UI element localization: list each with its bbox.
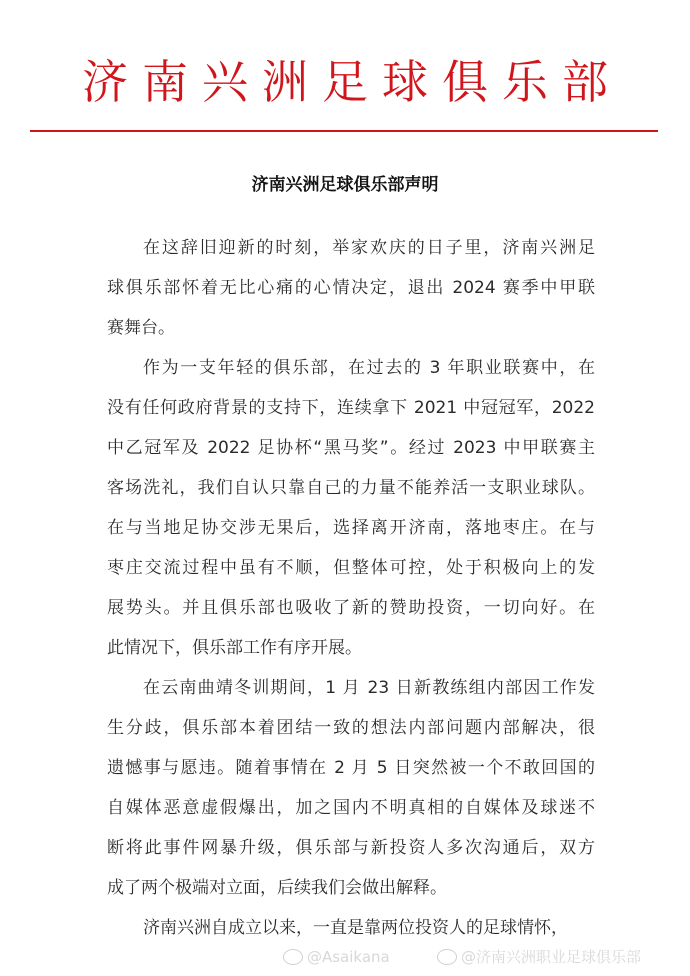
paragraph-1 xyxy=(107,228,595,348)
weibo-icon xyxy=(437,949,457,965)
text-line: 济南兴洲自成立以来，一直是靠两位投资人的足球情怀， xyxy=(143,918,568,938)
letterhead-title: 济南兴洲足球俱乐部 xyxy=(82,55,622,109)
text-line: 在这辞旧迎新的时刻，举家欢庆的日子里，济南兴洲足 xyxy=(143,238,595,258)
text-line: 作为一支年轻的俱乐部，在过去的 3 年职业联赛中，在 xyxy=(143,358,595,378)
watermark-text: @济南兴洲职业足球俱乐部 xyxy=(461,948,642,966)
statement-body xyxy=(107,228,595,948)
text-line: 自媒体恶意虚假爆出，加之国内不明真相的自媒体及球迷不 xyxy=(107,798,595,818)
text-line: 球俱乐部怀着无比心痛的心情决定，退出 2024 赛季中甲联 xyxy=(107,278,595,298)
watermark-asaikana xyxy=(283,947,390,967)
text-line: 客场洗礼，我们自认只靠自己的力量不能养活一支职业球队。 xyxy=(107,478,595,498)
text-line: 生分歧，俱乐部本着团结一致的想法内部问题内部解决，很 xyxy=(107,718,595,738)
statement-title: 济南兴洲足球俱乐部声明 xyxy=(251,175,439,195)
weibo-icon xyxy=(283,949,303,965)
text-line: 展势头。并且俱乐部也吸收了新的赞助投资，一切向好。在 xyxy=(107,598,595,618)
text-line: 中乙冠军及 2022 足协杯“黑马奖”。经过 2023 中甲联赛主 xyxy=(107,438,595,458)
paragraph-4 xyxy=(107,908,595,948)
letterhead-divider xyxy=(30,130,658,132)
text-line: 在与当地足协交涉无果后，选择离开济南，落地枣庄。在与 xyxy=(107,518,595,538)
text-line: 没有任何政府背景的支持下，连续拿下 2021 中冠冠军，2022 xyxy=(107,398,595,418)
text-line: 断将此事件网暴升级，俱乐部与新投资人多次沟通后，双方 xyxy=(107,838,595,858)
paragraph-2 xyxy=(107,348,595,668)
text-line: 在云南曲靖冬训期间，1 月 23 日新教练组内部因工作发 xyxy=(143,678,595,698)
text-line: 成了两个极端对立面，后续我们会做出解释。 xyxy=(107,878,447,898)
text-line: 遗憾事与愿违。随着事情在 2 月 5 日突然被一个不敢回国的 xyxy=(107,758,595,778)
paragraph-3 xyxy=(107,668,595,908)
watermark-text: @Asaikana xyxy=(307,948,390,966)
watermark-club xyxy=(437,947,641,967)
text-line: 此情况下，俱乐部工作有序开展。 xyxy=(107,638,362,658)
text-line: 赛舞台。 xyxy=(107,318,175,338)
text-line: 枣庄交流过程中虽有不顺，但整体可控，处于积极向上的发 xyxy=(107,558,595,578)
